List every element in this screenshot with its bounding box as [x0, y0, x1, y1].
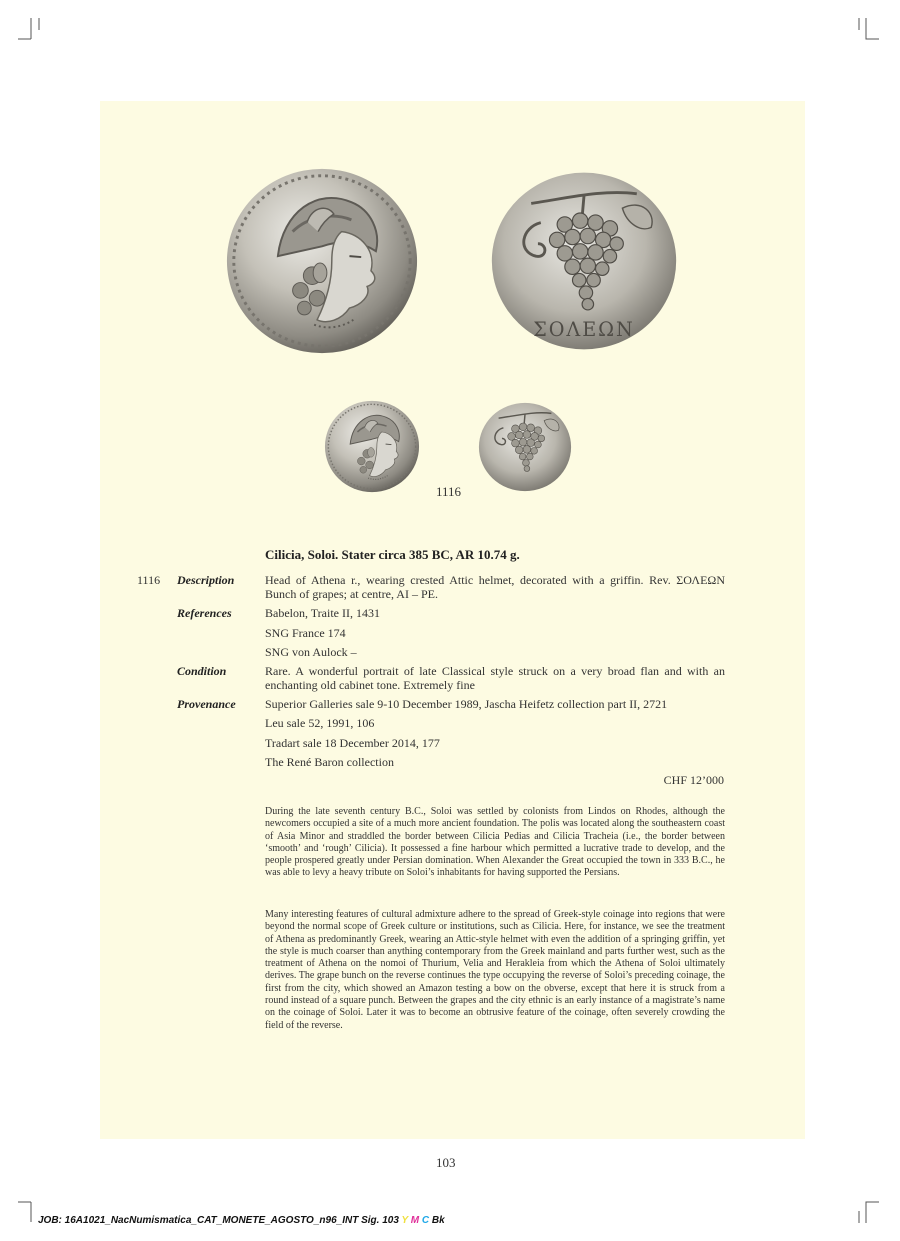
essay-paragraph-2: Many interesting features of cultural admixture adhere to the spread of Greek-style coinage into regions that were beyond the normal scope of Greek culture or institutions, such as Cilicia. Here, for instance, we see the treatment of Athena as predominantly Greek, wearing an Attic-style helmet with even the addition of a springing griffin, yet the style is much coarser than anything contemporary from the Greek mainland and parts further west, such as the treatment of Athena on the nomoi of Thurium, Velia and Herakleia from which the Athena of Soloi ultimately derives. The grape bunch on the reverse continues the type occupying the reverse of Soloi’s preceding coinage, the first from the city, which showed an Amazon testing a bow on the obverse, except that here it is struck from a round instead of a square punch. Between the grapes and the city ethnic is an early instance of a magistrate’s name on the coinage of Soloi. Later it was to become an obtrusive feature of the coinage, often severely crowding the field of the reverse.	[265, 909, 725, 1031]
provenance-item: Tradart sale 18 December 2014, 177	[265, 736, 440, 750]
page-number: 103	[436, 1155, 456, 1170]
job-text: JOB: 16A1021_NacNumismatica_CAT_MONETE_AGOSTO_n96_INT Sig. 103	[38, 1215, 399, 1226]
lot-number: 1116	[137, 573, 161, 587]
plate-number: 1116	[436, 484, 462, 499]
reference-item: SNG France 174	[265, 626, 346, 640]
color-bar-yellow: Y	[401, 1215, 408, 1226]
references-label: References	[177, 606, 232, 620]
estimate-price: CHF 12’000	[663, 773, 724, 787]
obverse-coin-small	[322, 398, 422, 495]
lot-title: Cilicia, Soloi. Stater circa 385 BC, AR 10.74 g.	[265, 547, 520, 562]
reference-item: Babelon, Traite II, 1431	[265, 606, 380, 620]
color-bar-magenta: M	[410, 1215, 420, 1226]
provenance-item: The René Baron collection	[265, 755, 394, 769]
description-text: Head of Athena r., wearing crested Attic helmet, decorated with a griffin. Rev. ΣΟΛΕΩΝ Bunch of grapes; at centre, AI – PE.	[265, 573, 725, 601]
print-job-slug	[38, 1215, 445, 1226]
crop-mark-bottom-right	[858, 1201, 878, 1221]
reverse-legend: ΣΟΛΕΩΝ	[533, 317, 635, 341]
color-bar-cyan: C	[421, 1215, 430, 1226]
provenance-label: Provenance	[177, 697, 236, 711]
color-bar-black: Bk	[431, 1215, 445, 1226]
crop-mark-bottom-left	[18, 1201, 38, 1221]
reference-item: SNG von Aulock –	[265, 645, 357, 659]
crop-mark-top-left	[18, 18, 38, 38]
reverse-coin-large	[486, 165, 682, 357]
obverse-coin-large	[222, 163, 422, 359]
reverse-coin-small	[476, 399, 574, 495]
crop-mark-top-right	[858, 18, 878, 38]
provenance-item: Superior Galleries sale 9-10 December 1989, Jascha Heifetz collection part II, 2721	[265, 697, 668, 711]
condition-label: Condition	[177, 664, 227, 678]
essay-paragraph	[265, 806, 725, 880]
description-label: Description	[177, 573, 235, 587]
essay-paragraph	[265, 909, 725, 1032]
condition-text: Rare. A wonderful portrait of late Classical style struck on a very broad flan and with an enchanting old cabinet tone. Extremely fine	[265, 664, 725, 692]
essay-paragraph-1: During the late seventh century B.C., Soloi was settled by colonists from Lindos on Rhodes, although the newcomers occupied a site of a much more ancient foundation. The polis was located along the southeastern coast of Asia Minor and straddled the border between Cilicia Pedias and Cilicia Tracheia (i.e., the border between ‘smooth’ and ‘rough’ Cilicia). It possessed a fine harbour which permitted a lucrative trade to develop, and the people prospered greatly under Persian domination. When Alexander the Great occupied the town in 333 B.C., he was able to levy a heavy tribute on Soloi’s inhabitants for having supported the Persians.	[265, 806, 725, 879]
provenance-item: Leu sale 52, 1991, 106	[265, 716, 375, 730]
